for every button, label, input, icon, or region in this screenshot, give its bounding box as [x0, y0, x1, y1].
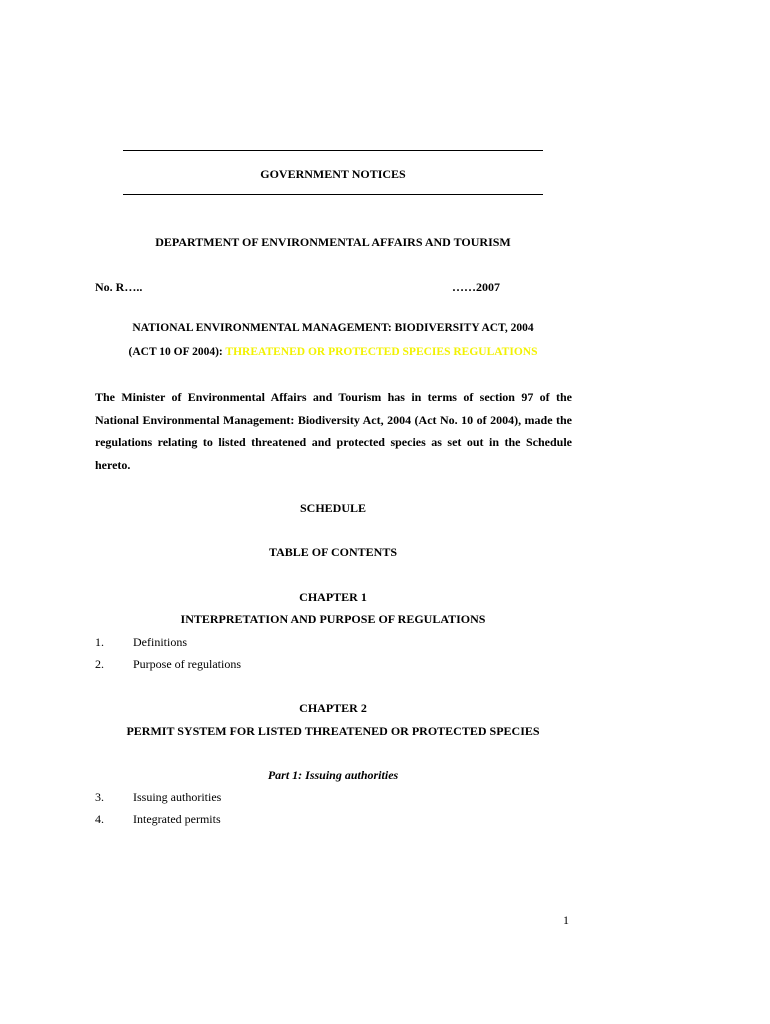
toc-item-definitions: Definitions — [133, 635, 187, 649]
toc-heading: TABLE OF CONTENTS — [268, 545, 398, 559]
toc-item-number: 2. — [95, 657, 104, 671]
toc-item-number: 3. — [95, 790, 104, 804]
top-rule — [123, 150, 543, 151]
toc-item-number: 4. — [95, 812, 104, 826]
toc-item-integrated-permits: Integrated permits — [133, 812, 221, 826]
chapter-1-label: CHAPTER 1 — [299, 590, 367, 604]
department-heading: DEPARTMENT OF ENVIRONMENTAL AFFAIRS AND TOURISM — [155, 235, 511, 249]
bottom-rule — [123, 194, 543, 195]
toc-item-issuing-authorities: Issuing authorities — [133, 790, 222, 804]
intro-paragraph: The Minister of Environmental Affairs and Tourism has in terms of section 97 of the National Environmental Management: Biodiversity Act, 2004 (Act No. 10 of 2004), made the regulations relating to listed threatened and protected species as set out in the Schedule hereto. — [95, 390, 572, 472]
chapter-2-title: PERMIT SYSTEM FOR LISTED THREATENED OR PROTECTED SPECIES — [126, 724, 540, 738]
regulations-title-highlight: THREATENED OR PROTECTED SPECIES REGULATIONS — [225, 346, 538, 358]
notice-number: No. R….. — [95, 280, 143, 294]
toc-item-number: 1. — [95, 635, 104, 649]
page-number: 1 — [563, 913, 569, 927]
chapter-2-label: CHAPTER 2 — [299, 701, 367, 715]
schedule-heading: SCHEDULE — [299, 501, 367, 515]
notices-title: GOVERNMENT NOTICES — [260, 167, 406, 181]
toc-item-purpose: Purpose of regulations — [133, 657, 241, 671]
notice-date: ……2007 — [452, 280, 500, 294]
act-reference: (ACT 10 OF 2004): — [128, 346, 226, 358]
act-title-line2 — [0, 346, 666, 358]
part-1-heading: Part 1: Issuing authorities — [267, 768, 399, 782]
chapter-1-title: INTERPRETATION AND PURPOSE OF REGULATIONS — [180, 612, 486, 626]
act-title-line1: NATIONAL ENVIRONMENTAL MANAGEMENT: BIODIVERSITY ACT, 2004 — [132, 322, 534, 334]
